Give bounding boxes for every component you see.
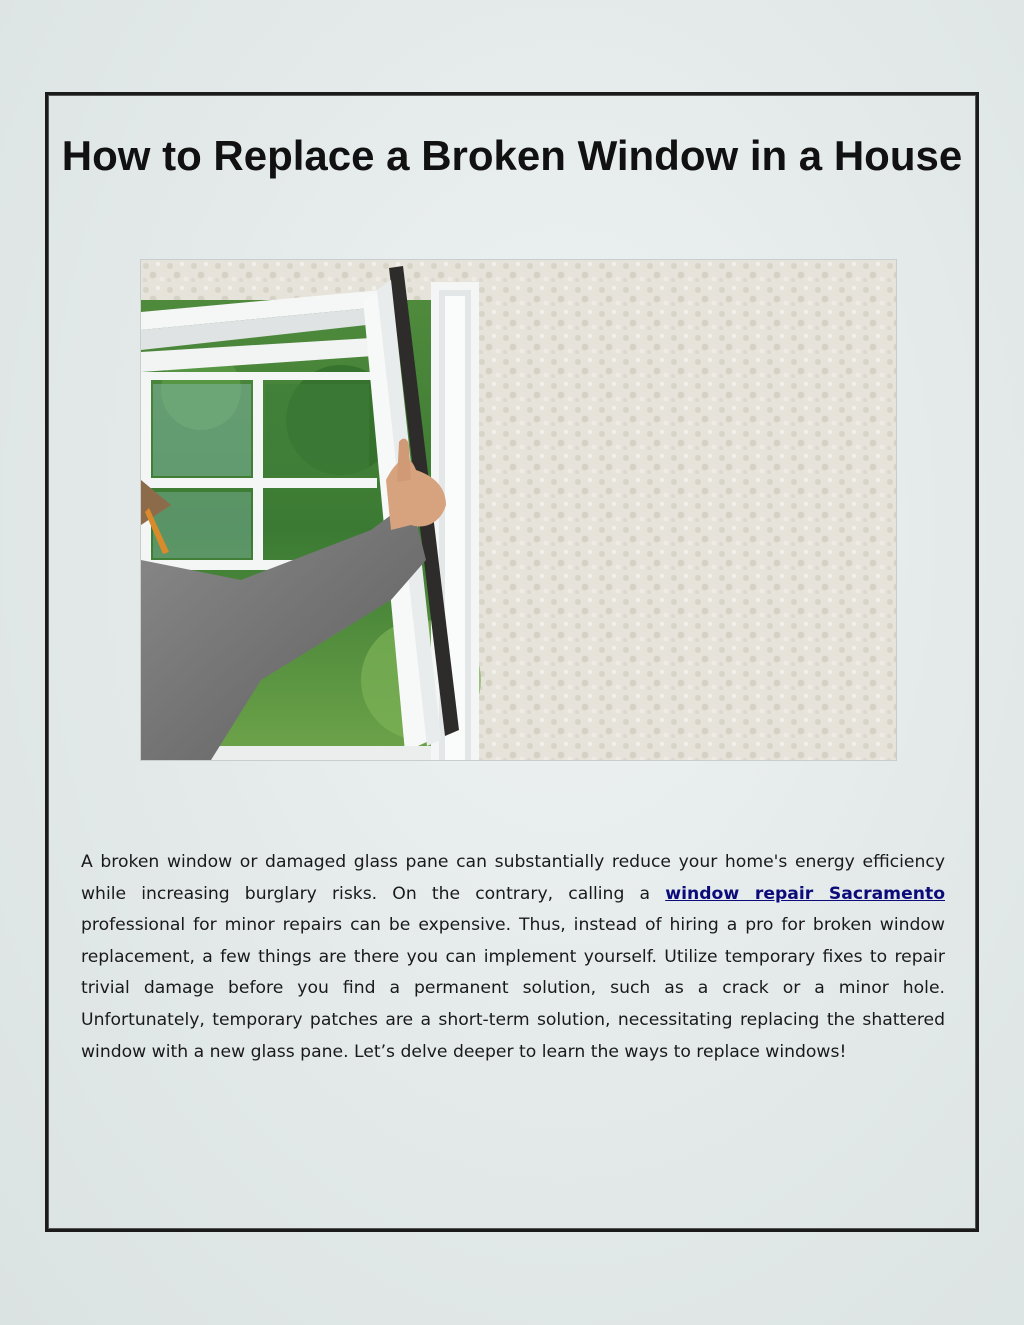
window-replacement-photo: [140, 259, 897, 761]
paragraph-text-end: professional for minor repairs can be expensive. Thus, instead of hiring a pro for broken window replacement, a few things are there you can implement yourself. Utilize temporary fixes to repair trivial damage before you find a permanent solution, such as a crack or a minor hole. Unfortunately, temporary patches are a short-term solution, necessitating replacing the shattered window with a new glass pane. Let’s delve deeper to learn the ways to replace windows!: [81, 915, 945, 1062]
document-frame: [45, 92, 979, 1232]
intro-paragraph: [81, 847, 945, 1068]
photo-icon: [141, 260, 896, 760]
window-repair-sacramento-link[interactable]: window repair Sacramento: [665, 883, 945, 904]
paragraph-text-start: A broken window or damaged glass pane can substantially reduce your home's energy efficiency while increasing burglary risks. On the contrary, calling a: [81, 852, 945, 904]
page-title: How to Replace a Broken Window in a House: [61, 132, 963, 179]
